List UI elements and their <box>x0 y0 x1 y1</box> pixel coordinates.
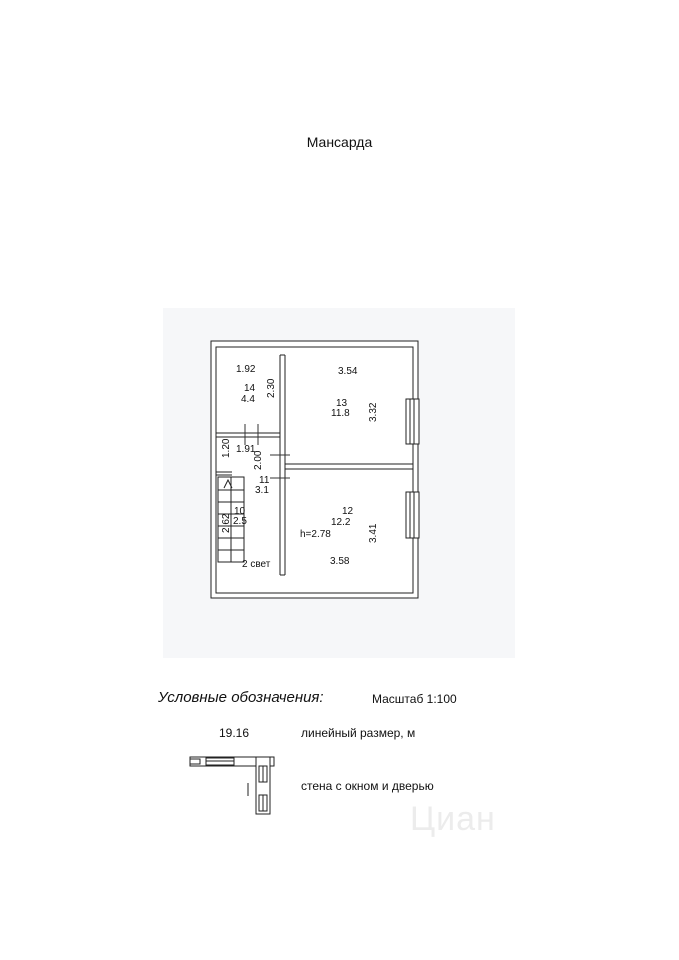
legend-wall-text: стена с окном и дверью <box>301 779 434 793</box>
room11-width: 1.91 <box>236 444 256 455</box>
room11-depth: 2.00 <box>253 450 264 470</box>
window-lower <box>406 492 419 538</box>
window-upper <box>406 399 419 444</box>
room13-area: 11.8 <box>331 408 350 419</box>
room11-number: 11 <box>259 475 270 486</box>
room13-width: 3.54 <box>338 366 358 377</box>
room11-area: 3.1 <box>255 485 269 496</box>
room10-area: 2.5 <box>233 516 247 527</box>
room14-depth: 2.30 <box>266 378 277 398</box>
watermark: Циан <box>410 800 496 838</box>
room10-note: 2 свет <box>242 559 271 570</box>
room13-depth: 3.32 <box>368 402 379 422</box>
room14-number: 14 <box>244 383 256 394</box>
room12-number: 12 <box>342 506 354 517</box>
room11-side: 1.20 <box>221 438 232 458</box>
room14-width: 1.92 <box>236 364 256 375</box>
legend-title: Условные обозначения: <box>158 689 324 706</box>
plan-title: Мансарда <box>306 134 373 150</box>
room12-width: 3.58 <box>330 556 350 567</box>
scale-label: Масштаб 1:100 <box>372 692 457 706</box>
room12-depth: 3.41 <box>368 523 379 543</box>
room10-number: 10 <box>234 506 246 517</box>
room10-depth: 2.62 <box>221 513 232 533</box>
room12-area: 12.2 <box>331 517 351 528</box>
legend-dimension-example: 19.16 <box>219 726 250 740</box>
room12-height: h=2.78 <box>300 529 331 540</box>
legend-dimension-text: линейный размер, м <box>301 726 416 740</box>
legend-wall-symbol <box>190 757 274 814</box>
room14-area: 4.4 <box>241 394 255 405</box>
room13-number: 13 <box>336 398 348 409</box>
